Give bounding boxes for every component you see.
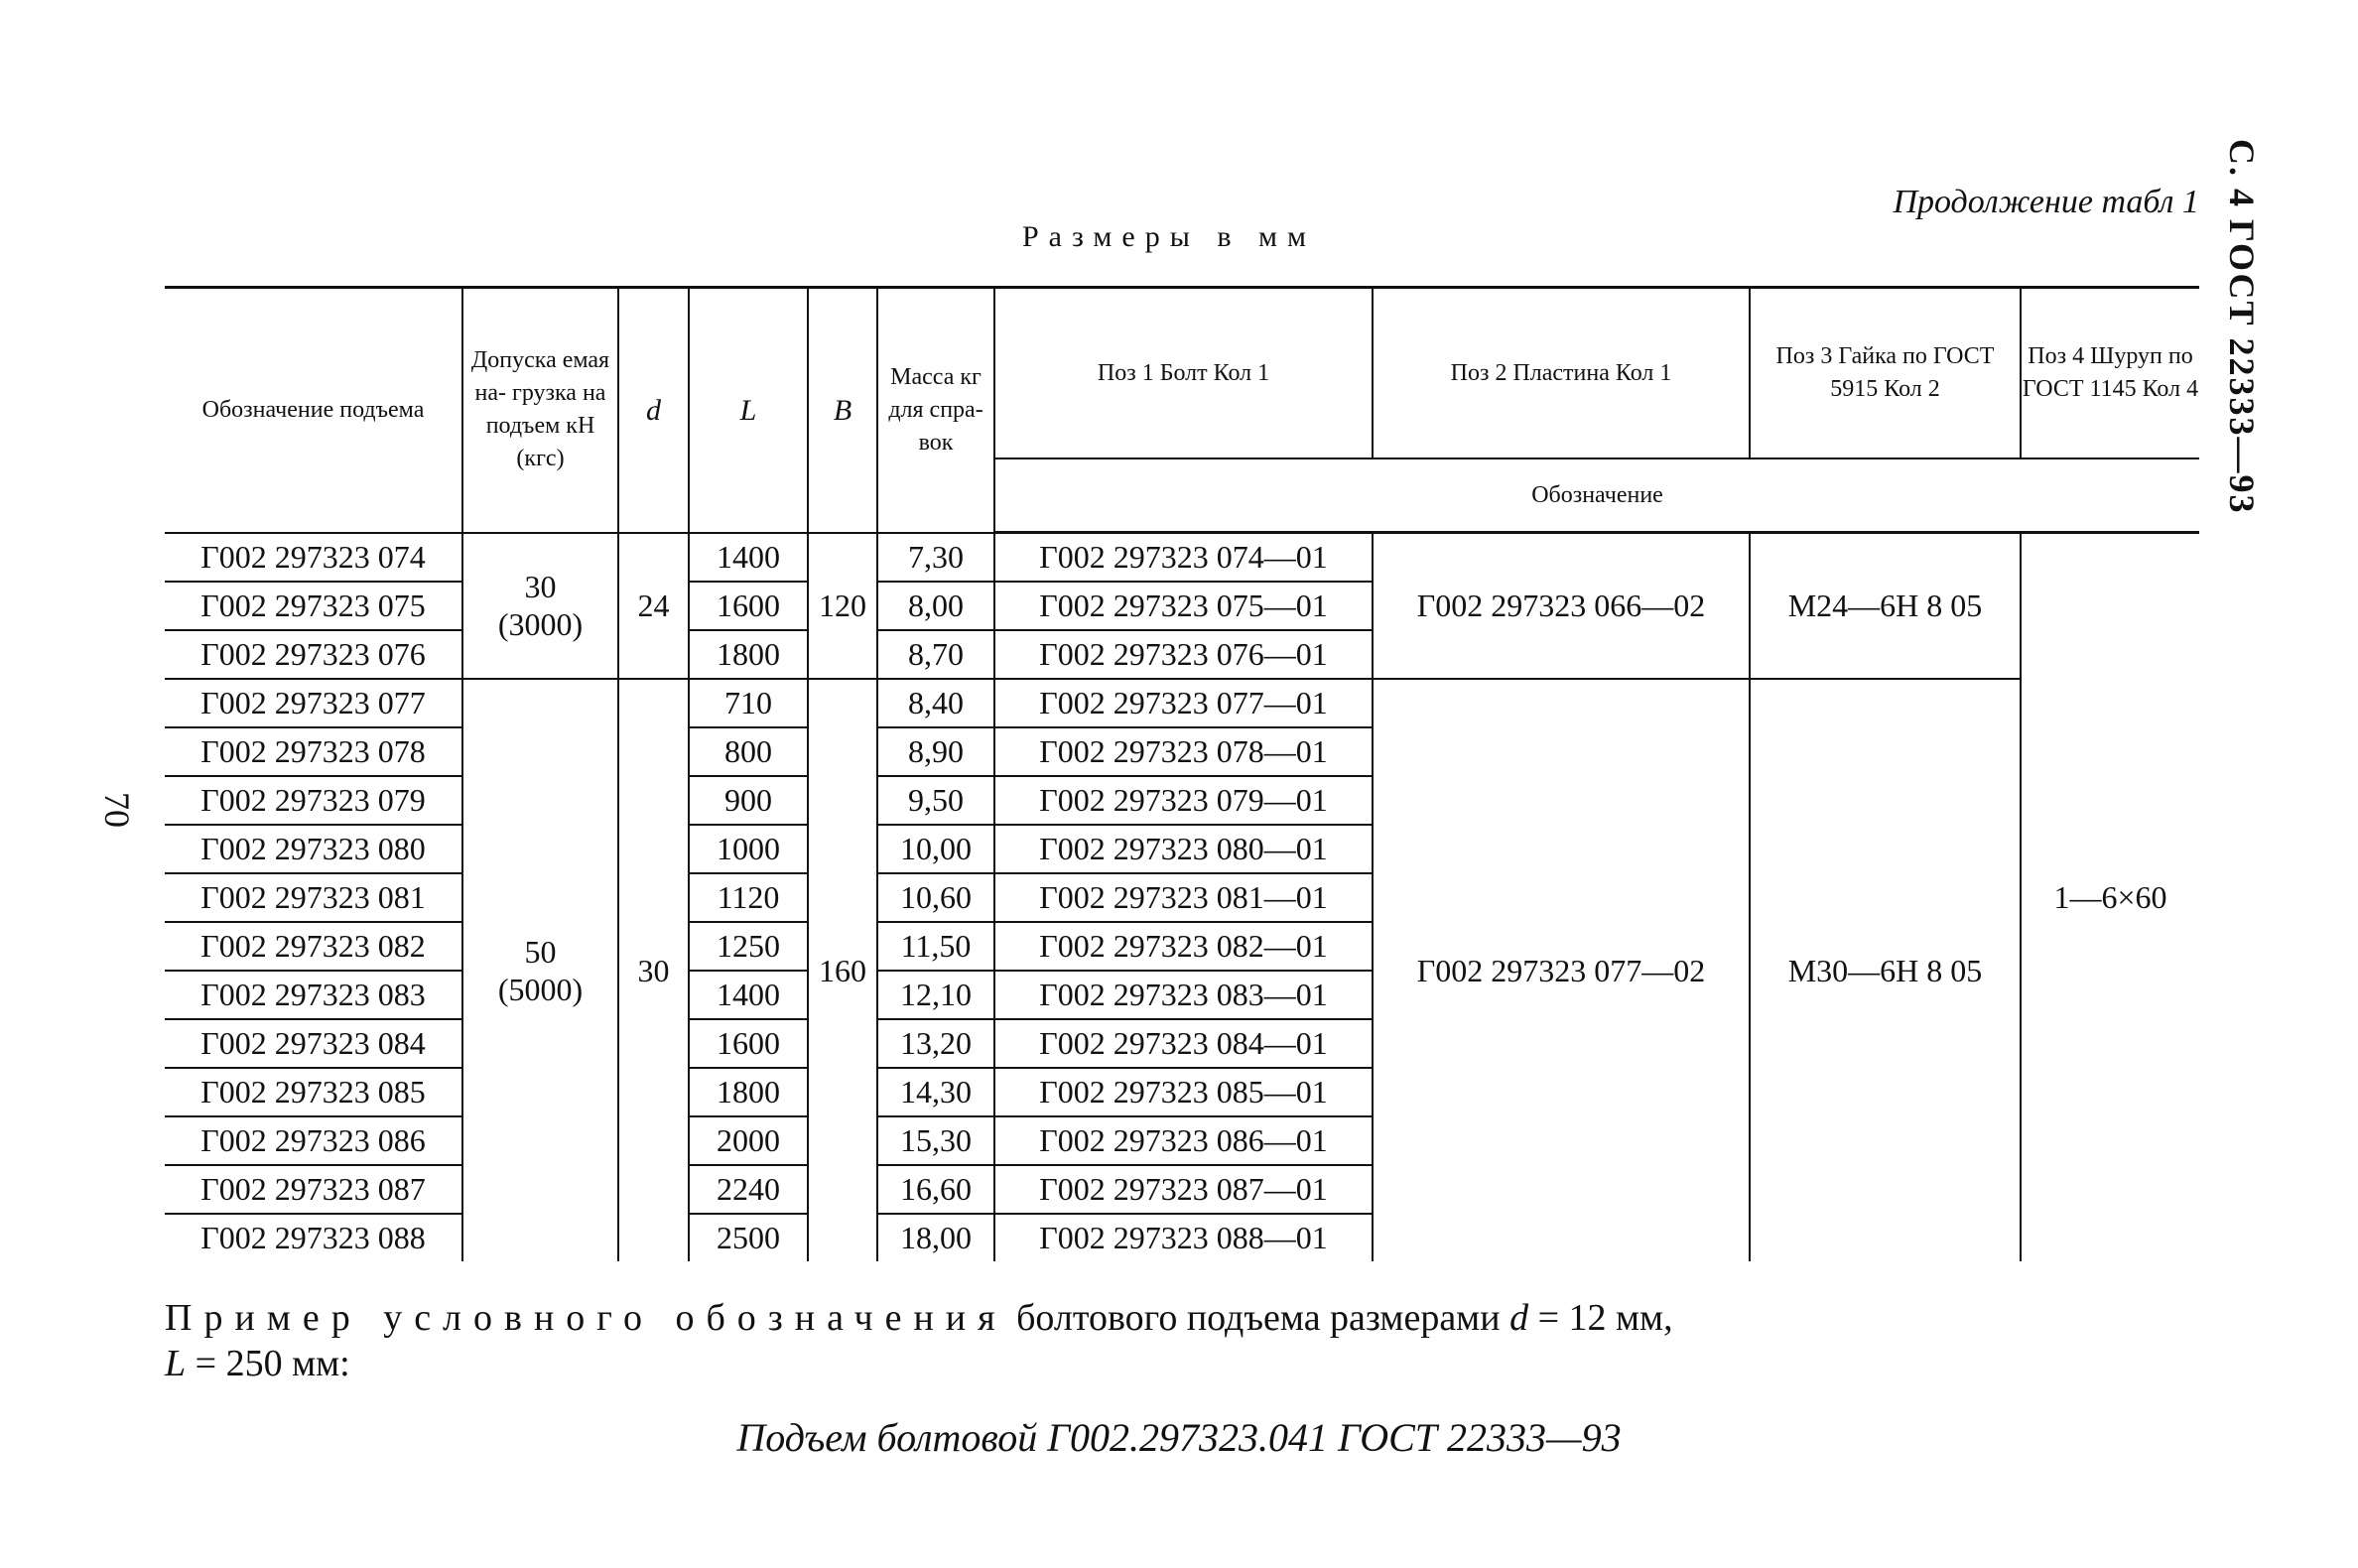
example-L-value: = 250 мм: xyxy=(195,1343,350,1384)
row-L: 1400 xyxy=(689,533,808,583)
load-kgs: (5000) xyxy=(497,972,584,1007)
row-mass: 9,50 xyxy=(877,776,994,825)
load-kn: 50 xyxy=(524,934,557,970)
B-cell: 160 xyxy=(808,679,877,1261)
example-d-value: = 12 мм, xyxy=(1537,1297,1673,1339)
row-code: Г002 297323 085 xyxy=(165,1068,462,1116)
row-mass: 16,60 xyxy=(877,1165,994,1214)
example-L-symbol: L xyxy=(165,1343,187,1384)
example-designation: Подъем болтовой Г002.297323.041 ГОСТ 22333—93 xyxy=(736,1415,1622,1460)
row-L: 2000 xyxy=(689,1116,808,1165)
row-L: 800 xyxy=(689,727,808,776)
row-L: 1120 xyxy=(689,873,808,922)
row-L: 1250 xyxy=(689,922,808,971)
header-L: L xyxy=(689,288,808,533)
row-mass: 8,70 xyxy=(877,630,994,679)
plate-cell: Г002 297323 066—02 xyxy=(1373,533,1750,680)
row-bolt: Г002 297323 083—01 xyxy=(994,971,1373,1019)
row-mass: 15,30 xyxy=(877,1116,994,1165)
row-bolt: Г002 297323 085—01 xyxy=(994,1068,1373,1116)
header-pos1: Поз 1 Болт Кол 1 xyxy=(994,288,1373,459)
row-L: 900 xyxy=(689,776,808,825)
row-bolt: Г002 297323 086—01 xyxy=(994,1116,1373,1165)
row-bolt: Г002 297323 076—01 xyxy=(994,630,1373,679)
specification-table xyxy=(165,286,2199,1261)
header-pos4: Поз 4 Шуруп по ГОСТ 1145 Кол 4 xyxy=(2021,288,2199,459)
row-code: Г002 297323 076 xyxy=(165,630,462,679)
row-L: 1600 xyxy=(689,1019,808,1068)
header-designation: Обозначение подъема xyxy=(165,288,462,533)
row-bolt: Г002 297323 074—01 xyxy=(994,533,1373,583)
nut-cell: М30—6Н 8 05 xyxy=(1750,679,2021,1261)
row-code: Г002 297323 084 xyxy=(165,1019,462,1068)
header-d: d xyxy=(618,288,689,533)
load-kgs: (3000) xyxy=(497,606,584,643)
d-cell: 30 xyxy=(618,679,689,1261)
row-bolt: Г002 297323 079—01 xyxy=(994,776,1373,825)
row-code: Г002 297323 079 xyxy=(165,776,462,825)
d-cell: 24 xyxy=(618,533,689,680)
row-mass: 14,30 xyxy=(877,1068,994,1116)
plate-cell: Г002 297323 077—02 xyxy=(1373,679,1750,1261)
load-cell xyxy=(462,533,618,680)
table-continuation-label: Продолжение табл 1 xyxy=(1893,184,2199,220)
example-paragraph xyxy=(165,1295,2199,1386)
row-code: Г002 297323 074 xyxy=(165,533,462,583)
row-code: Г002 297323 087 xyxy=(165,1165,462,1214)
row-code: Г002 297323 086 xyxy=(165,1116,462,1165)
row-bolt: Г002 297323 081—01 xyxy=(994,873,1373,922)
header-pos2: Поз 2 Пластина Кол 1 xyxy=(1373,288,1750,459)
example-lead: Пример условного обозначения xyxy=(165,1297,1007,1339)
row-code: Г002 297323 075 xyxy=(165,582,462,630)
row-code: Г002 297323 077 xyxy=(165,679,462,727)
page-number: 70 xyxy=(97,792,137,828)
row-bolt: Г002 297323 082—01 xyxy=(994,922,1373,971)
row-bolt: Г002 297323 088—01 xyxy=(994,1214,1373,1261)
row-code: Г002 297323 080 xyxy=(165,825,462,873)
row-bolt: Г002 297323 075—01 xyxy=(994,582,1373,630)
row-bolt: Г002 297323 084—01 xyxy=(994,1019,1373,1068)
row-mass: 8,40 xyxy=(877,679,994,727)
row-L: 1800 xyxy=(689,1068,808,1116)
header-pos3: Поз 3 Гайка по ГОСТ 5915 Кол 2 xyxy=(1750,288,2021,459)
header-B: B xyxy=(808,288,877,533)
header-load: Допуска емая на- грузка на подъем кН (кгс) xyxy=(462,288,618,533)
row-code: Г002 297323 078 xyxy=(165,727,462,776)
row-mass: 13,20 xyxy=(877,1019,994,1068)
row-L: 2500 xyxy=(689,1214,808,1261)
row-L: 1800 xyxy=(689,630,808,679)
row-L: 1000 xyxy=(689,825,808,873)
header-mass: Масса кг для спра- вок xyxy=(877,288,994,533)
row-mass: 11,50 xyxy=(877,922,994,971)
row-code: Г002 297323 088 xyxy=(165,1214,462,1261)
nut-cell: М24—6Н 8 05 xyxy=(1750,533,2021,680)
row-code: Г002 297323 082 xyxy=(165,922,462,971)
example-rest: болтового подъема размерами xyxy=(1016,1297,1501,1339)
row-mass: 10,00 xyxy=(877,825,994,873)
row-bolt: Г002 297323 080—01 xyxy=(994,825,1373,873)
row-L: 710 xyxy=(689,679,808,727)
row-mass: 10,60 xyxy=(877,873,994,922)
units-caption: Размеры в мм xyxy=(1022,220,1317,253)
row-L: 1400 xyxy=(689,971,808,1019)
row-bolt: Г002 297323 078—01 xyxy=(994,727,1373,776)
row-mass: 18,00 xyxy=(877,1214,994,1261)
row-bolt: Г002 297323 077—01 xyxy=(994,679,1373,727)
B-cell: 120 xyxy=(808,533,877,680)
screw-cell: 1—6×60 xyxy=(2021,533,2199,1262)
row-code: Г002 297323 083 xyxy=(165,971,462,1019)
row-L: 1600 xyxy=(689,582,808,630)
row-mass: 8,00 xyxy=(877,582,994,630)
load-cell xyxy=(462,679,618,1261)
row-code: Г002 297323 081 xyxy=(165,873,462,922)
row-mass: 7,30 xyxy=(877,533,994,583)
example-d-symbol: d xyxy=(1509,1297,1529,1339)
side-header: С. 4 ГОСТ 22333—93 xyxy=(2222,139,2262,515)
row-mass: 12,10 xyxy=(877,971,994,1019)
load-kn: 30 xyxy=(524,569,557,605)
header-sub-designation: Обозначение xyxy=(994,458,2199,533)
row-mass: 8,90 xyxy=(877,727,994,776)
row-L: 2240 xyxy=(689,1165,808,1214)
row-bolt: Г002 297323 087—01 xyxy=(994,1165,1373,1214)
